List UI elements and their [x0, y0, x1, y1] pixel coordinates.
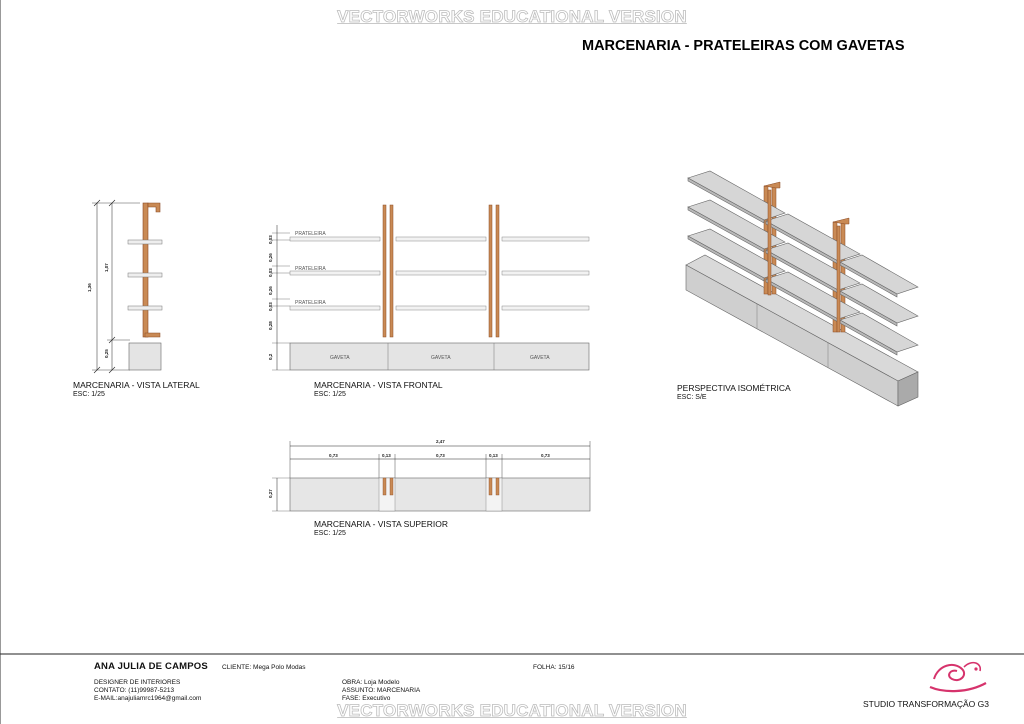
side-foot [145, 333, 160, 337]
top-body [290, 478, 590, 511]
dim-front-1: 0,03 [268, 235, 273, 244]
drawer-label: GAVETA [431, 355, 451, 361]
shelf-label: PRATELEIRA [295, 231, 326, 237]
dim-top-depth: 0,27 [268, 489, 273, 498]
front-shelf [502, 237, 589, 241]
front-shelf [396, 306, 486, 310]
front-shelf [396, 271, 486, 275]
top-view [268, 439, 590, 511]
assunto: ASSUNTO: MARCENARIA [342, 687, 421, 694]
client: CLIENTE: Mega Polo Modas [222, 664, 306, 671]
isometric-view-scale: ESC: S/E [677, 394, 707, 401]
front-shelf [502, 306, 589, 310]
dim-front-4: 0,26 [268, 286, 273, 295]
frontal-view-title: MARCENARIA - VISTA FRONTAL [314, 380, 443, 390]
side-base [129, 343, 161, 370]
front-view [268, 205, 589, 370]
watermark-bottom: VECTORWORKS EDUCATIONAL VERSION [337, 701, 687, 720]
superior-view-scale: ESC: 1/25 [314, 530, 346, 537]
side-upright [143, 203, 148, 337]
dim-lateral-base: 0,25 [104, 349, 109, 358]
top-upright [390, 478, 393, 495]
studio-name: STUDIO TRANSFORMAÇÃO G3 [863, 699, 989, 709]
side-shelf [128, 273, 162, 277]
dim-front-2: 0,26 [268, 253, 273, 262]
top-upright [489, 478, 492, 495]
dim-front-5: 0,03 [268, 302, 273, 311]
shelf-label: PRATELEIRA [295, 300, 326, 306]
dim-top-seg-1: 0,73 [329, 453, 338, 458]
designer-role: DESIGNER DE INTERIORES [94, 679, 181, 686]
designer-email: E-MAIL:anajuliamrc1964@gmail.com [94, 695, 202, 702]
side-shelf [128, 306, 162, 310]
top-upright [383, 478, 386, 495]
front-upright [383, 205, 386, 337]
side-shelf [128, 240, 162, 244]
front-shelf [290, 237, 380, 241]
lateral-view-scale: ESC: 1/25 [73, 391, 105, 398]
side-view [87, 200, 162, 373]
front-upright [489, 205, 492, 337]
dim-lateral-upper: 1,07 [104, 263, 109, 272]
superior-view-title: MARCENARIA - VISTA SUPERIOR [314, 519, 448, 529]
drawer-label: GAVETA [330, 355, 350, 361]
dim-front-6: 0,28 [268, 321, 273, 330]
front-shelf [396, 237, 486, 241]
drawer-label: GAVETA [530, 355, 550, 361]
dim-front-3: 0,03 [268, 268, 273, 277]
front-shelf [502, 271, 589, 275]
fase: FASE: Executivo [342, 695, 391, 702]
designer-name: ANA JULIA DE CAMPOS [94, 661, 208, 672]
dim-top-seg-5: 0,73 [541, 453, 550, 458]
sheet-title: MARCENARIA - PRATELEIRAS COM GAVETAS [582, 38, 905, 54]
side-upright-cap [148, 203, 160, 212]
front-upright [390, 205, 393, 337]
isometric-view-title: PERSPECTIVA ISOMÉTRICA [677, 383, 791, 393]
top-upright [496, 478, 499, 495]
dim-top-seg-2: 0,13 [382, 453, 391, 458]
watermark-top: VECTORWORKS EDUCATIONAL VERSION [337, 7, 687, 26]
dim-front-7: 0,2 [268, 353, 273, 360]
dim-top-seg-4: 0,13 [489, 453, 498, 458]
obra: OBRA: Loja Modelo [342, 679, 400, 686]
front-shelf [290, 306, 380, 310]
front-upright [496, 205, 499, 337]
lateral-view-title: MARCENARIA - VISTA LATERAL [73, 380, 200, 390]
dim-top-total: 2,47 [436, 439, 445, 444]
dim-top-seg-3: 0,73 [436, 453, 445, 458]
isometric-view [686, 171, 918, 406]
studio-logo-icon [924, 657, 994, 697]
designer-contact: CONTATO: (11)99987-5213 [94, 687, 175, 694]
sheet-number: FOLHA: 15/16 [533, 664, 575, 671]
shelf-label: PRATELEIRA [295, 266, 326, 272]
dim-lateral-total: 1,36 [87, 283, 92, 292]
frontal-view-scale: ESC: 1/25 [314, 391, 346, 398]
